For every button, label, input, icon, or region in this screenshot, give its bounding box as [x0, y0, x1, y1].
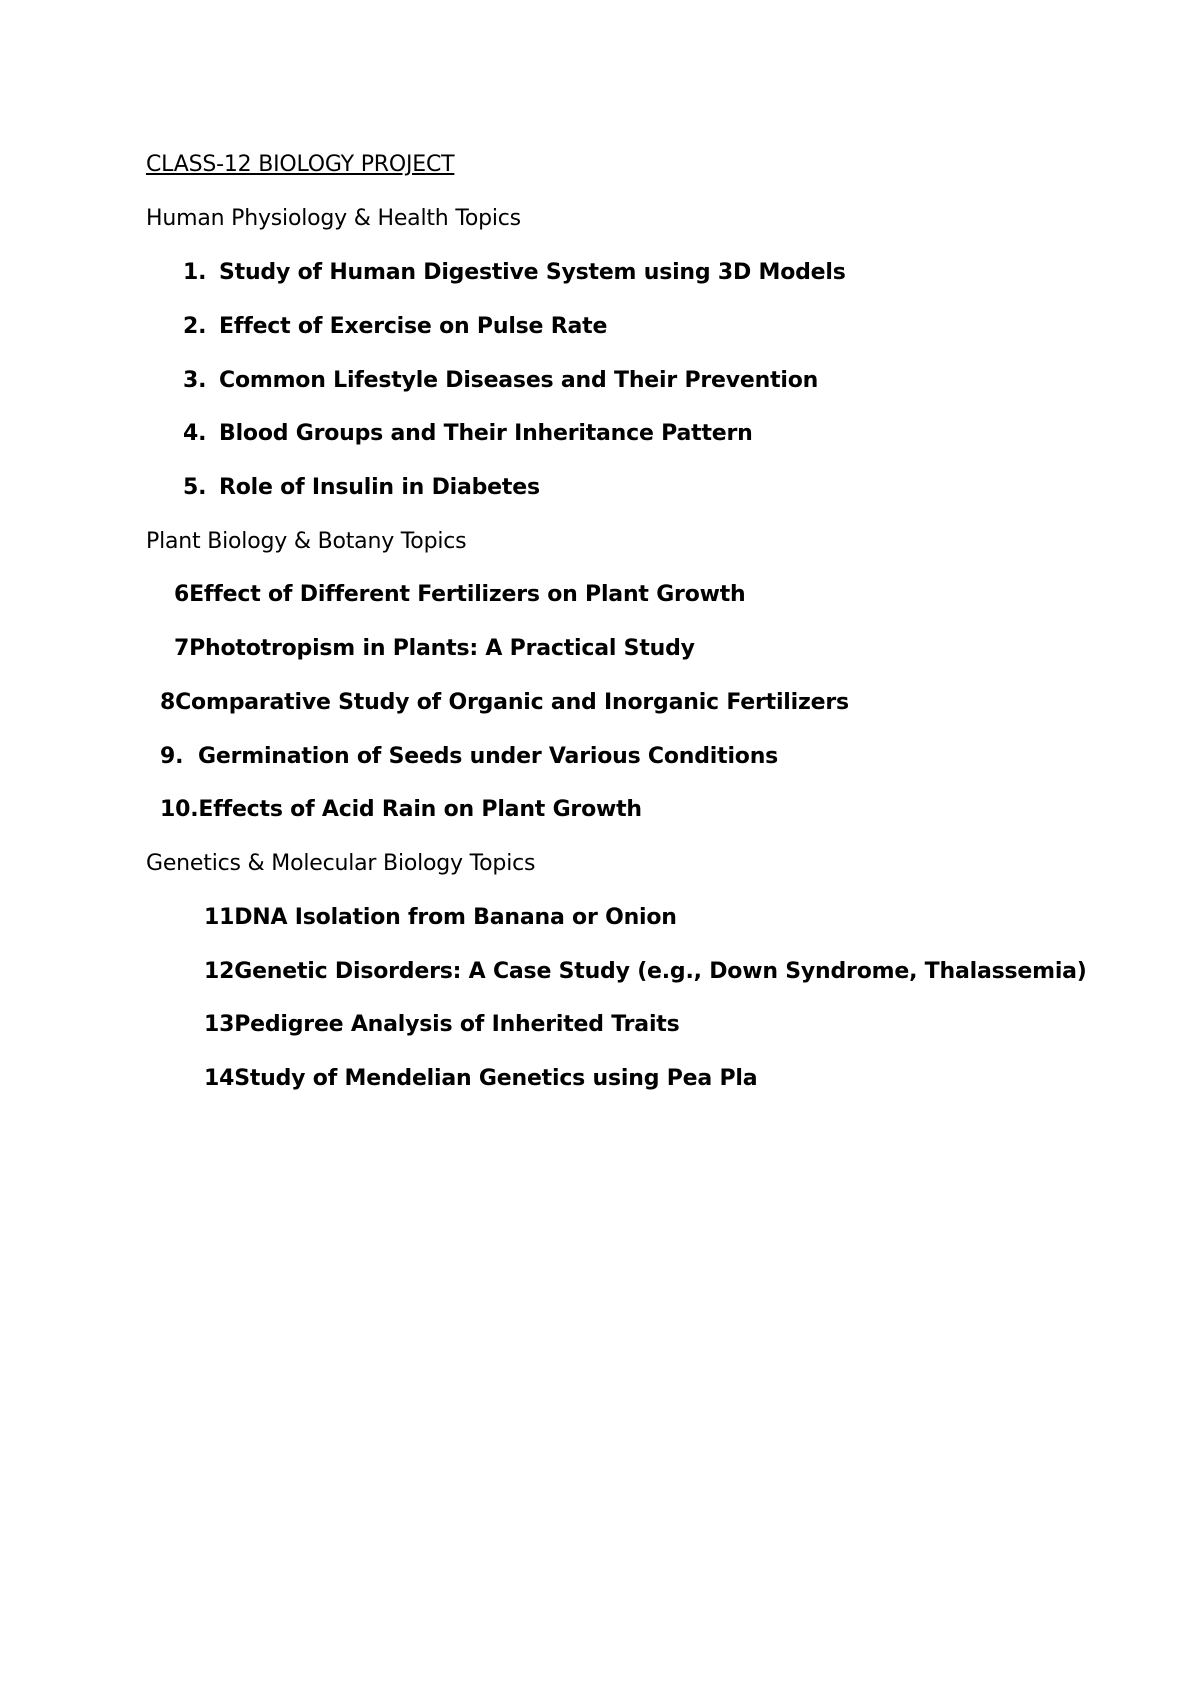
list-item [183, 367, 818, 395]
list-item-number: 2. [183, 314, 207, 339]
list-item-text: Study of Human Digestive System using 3D Models [219, 260, 846, 285]
list-item: 14Study of Mendelian Genetics using Pea Pla [204, 1066, 758, 1091]
list-item-number: 5. [183, 475, 207, 500]
list-item-number: 3. [183, 368, 207, 393]
list-item: 10.Effects of Acid Rain on Plant Growth [160, 797, 642, 822]
document-title: CLASS-12 BIOLOGY PROJECT [146, 152, 455, 177]
list-item [183, 259, 846, 287]
list-item [183, 420, 753, 448]
list-item: 7Phototropism in Plants: A Practical Study [174, 636, 695, 661]
list-item: 6Effect of Different Fertilizers on Plant Growth [174, 582, 746, 607]
list-item-text: Effect of Exercise on Pulse Rate [219, 314, 608, 339]
list-item-number: 4. [183, 421, 207, 446]
list-item-text: Germination of Seeds under Various Conditions [198, 744, 779, 769]
section-heading-genetics: Genetics & Molecular Biology Topics [146, 851, 536, 876]
list-item-text: Common Lifestyle Diseases and Their Prevention [219, 368, 819, 393]
section-heading-human-physiology: Human Physiology & Health Topics [146, 206, 521, 231]
list-item-text: Blood Groups and Their Inheritance Pattern [219, 421, 753, 446]
list-item-number: 9. [160, 744, 184, 769]
list-item [160, 743, 778, 771]
list-item-number: 1. [183, 260, 207, 285]
list-item: 11DNA Isolation from Banana or Onion [204, 905, 677, 930]
list-item: 12Genetic Disorders: A Case Study (e.g., Down Syndrome, Thalassemia) [204, 959, 1087, 984]
list-item [183, 313, 607, 341]
list-item: 13Pedigree Analysis of Inherited Traits [204, 1012, 680, 1037]
list-item [183, 474, 540, 502]
list-item: 8Comparative Study of Organic and Inorganic Fertilizers [160, 690, 849, 715]
section-heading-plant-biology: Plant Biology & Botany Topics [146, 529, 467, 554]
list-item-text: Role of Insulin in Diabetes [219, 475, 540, 500]
